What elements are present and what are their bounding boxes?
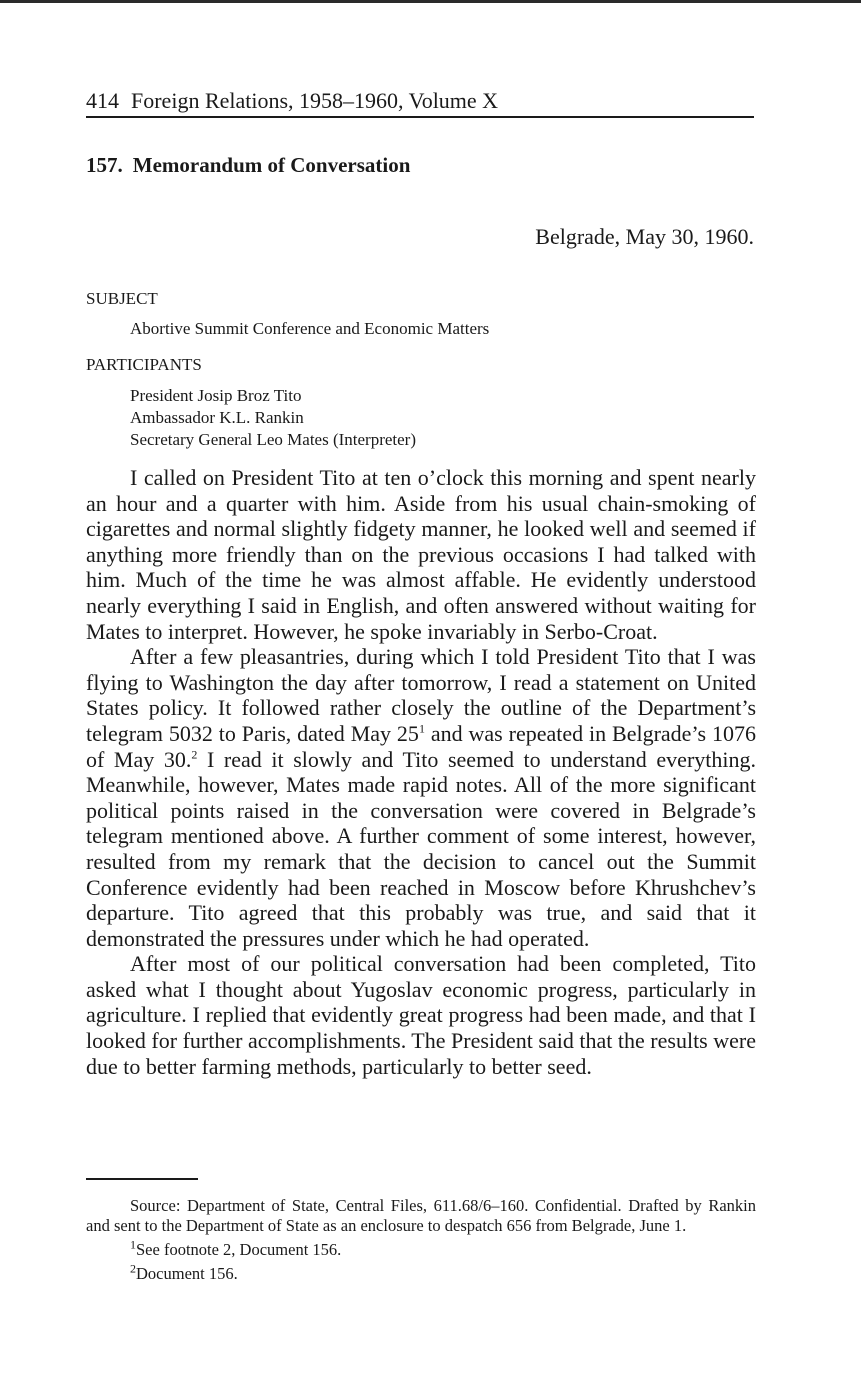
paragraph-1: I called on President Tito at ten o’clock this morning and spent nearly an hour and a quarter with him. Aside from his usual chain-smoking of cigarettes and normal slightly fidgety manner, he looked well and seemed if anything more friendly than on the previous occasions I had talked with him. Much of the time he was almost affable. He evidently understood nearly everything I said in English, and often answered without waiting for Mates to interpret. However, he spoke invariably in Serbo-Croat. — [86, 465, 756, 644]
memo-body — [86, 465, 756, 1079]
paragraph-2-part-a: After a few pleasantries, during which I told President Tito that I was flying to Washington the day after tomorrow, I read a statement on United States policy. It followed rather closely the outline of the Department’s telegram 5032 to Paris, dated May 25 — [86, 644, 756, 746]
participant-3: Secretary General Leo Mates (Interpreter) — [130, 430, 417, 449]
footnote-ref-1: 1 — [418, 721, 425, 736]
footnote-1-text: See footnote 2, Document 156. — [136, 1240, 342, 1259]
footnote-1 — [86, 1237, 756, 1260]
page-number: 414 — [86, 88, 119, 113]
document-heading — [86, 150, 410, 180]
participant-2: Ambassador K.L. Rankin — [130, 408, 304, 427]
volume-title: Foreign Relations, 1958–1960, Volume X — [131, 88, 499, 113]
top-edge-rule — [0, 0, 861, 3]
document-number: 157. — [86, 153, 123, 177]
paragraph-3: After most of our political conversation had been completed, Tito asked what I thought about Yugoslav economic progress, particularly in agriculture. I replied that evidently great progress had been made, and that I looked for further accomplishments. The President said that the results were due to better farming methods, particularly to better seed. — [86, 951, 756, 1079]
paragraph-2-part-c: I read it slowly and Tito seemed to understand everything. Meanwhile, however, Mates made rapid notes. All of the more significant political points raised in the conversation were covered in Belgrade’s telegram mentioned above. A further comment of some interest, however, resulted from my remark that the decision to cancel out the Summit Conference evidently had been reached in Moscow before Khrushchev’s departure. Tito agreed that this probably was true, and said that it demonstrated the pressures under which he had operated. — [86, 746, 756, 951]
paragraph-2 — [86, 644, 756, 951]
running-head — [86, 86, 754, 118]
paragraph-2-part-b: and was repeated in Belgrade’s 1076 of May 30. — [86, 720, 756, 772]
subject-text: Abortive Summit Conference and Economic Matters — [130, 319, 490, 338]
participant-1: President Josip Broz Tito — [130, 386, 302, 405]
subject-label: SUBJECT — [86, 289, 158, 308]
document-title: Memorandum of Conversation — [132, 153, 411, 177]
footnotes — [86, 1196, 756, 1284]
source-note: Source: Department of State, Central Files, 611.68/6–160. Confidential. Drafted by Rankin and sent to the Department of State as an enclosure to despatch 656 from Belgrade, June 1. — [86, 1196, 756, 1235]
dateline: Belgrade, May 30, 1960. — [535, 224, 754, 249]
footnote-divider — [86, 1178, 198, 1180]
footnote-2 — [86, 1261, 756, 1284]
participants-label: PARTICIPANTS — [86, 355, 202, 374]
footnote-1-mark: 1 — [130, 1237, 136, 1252]
footnote-ref-2: 2 — [191, 747, 198, 762]
footnote-2-text: Document 156. — [136, 1264, 238, 1283]
footnote-2-mark: 2 — [130, 1261, 136, 1276]
